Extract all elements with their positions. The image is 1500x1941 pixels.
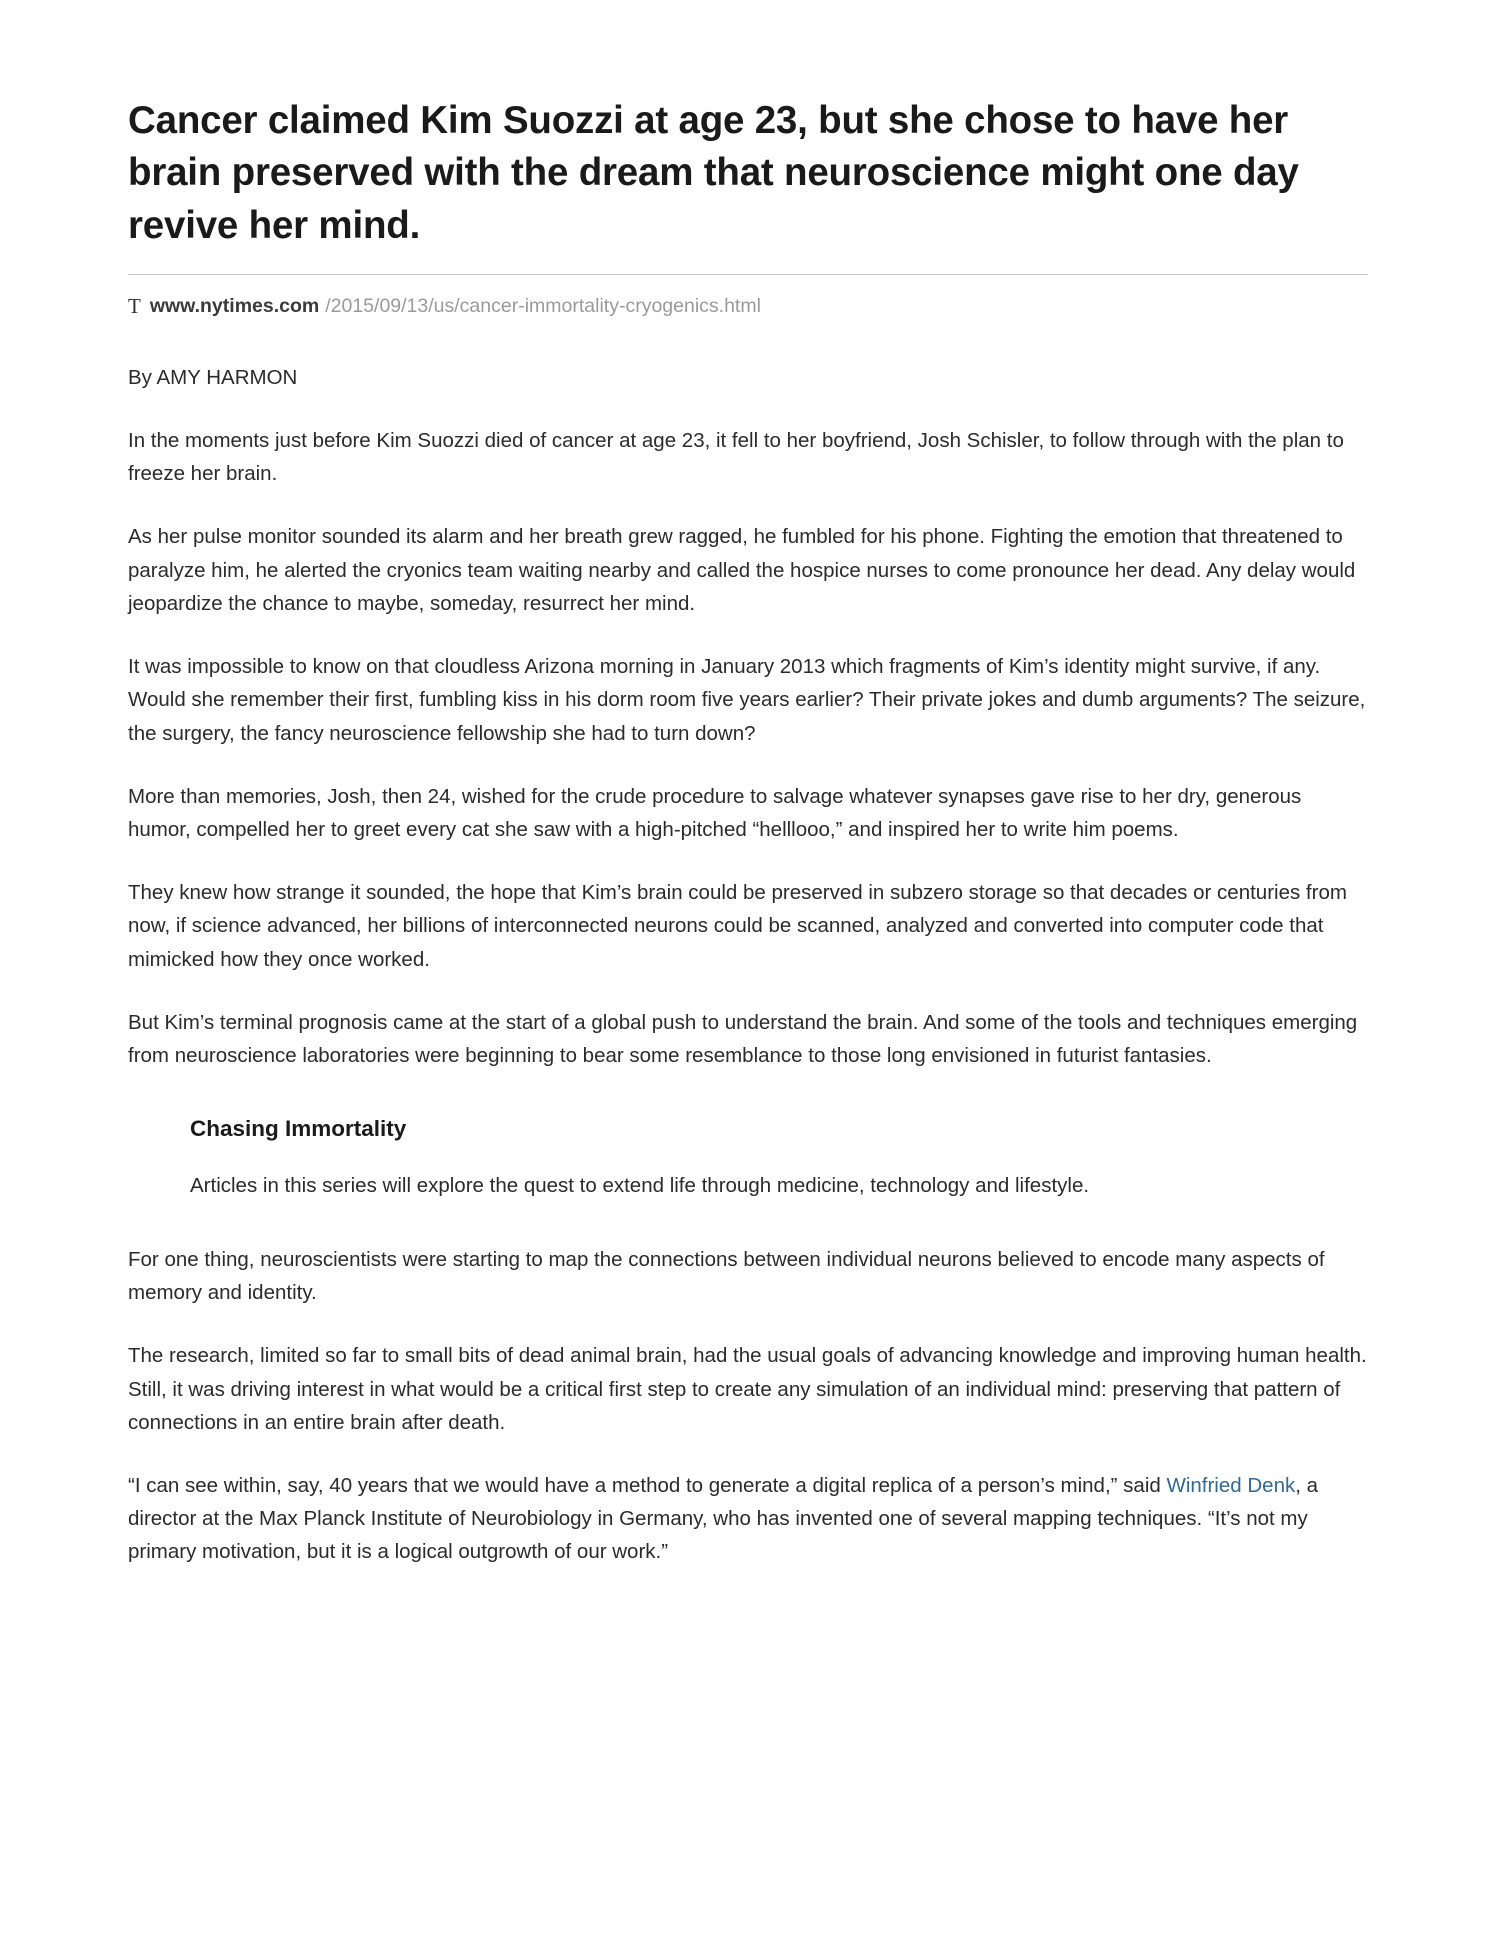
article-paragraph: They knew how strange it sounded, the hope that Kim’s brain could be preserved in subzero storage so that decades or centuries from now, if science advanced, her billions of interconnected neurons could be scanned, analyzed and converted into computer code that mimicked how they once worked. xyxy=(128,881,1347,971)
article-paragraph: For one thing, neuroscientists were starting to map the connections between individual neurons believed to encode many aspects of memory and identity. xyxy=(128,1247,1325,1305)
source-domain: www.nytimes.com xyxy=(149,295,320,318)
page-title: Cancer claimed Kim Suozzi at age 23, but she chose to have her brain preserved with the dream that neuroscience might one day revive her mind. xyxy=(128,99,1299,247)
article-paragraph-with-link xyxy=(128,1469,1368,1569)
article-paragraph: More than memories, Josh, then 24, wished for the crude procedure to salvage whatever synapses gave rise to her dry, generous humor, compelled her to greet every cat she saw with a high-pitched “helllooo,” and inspired her to write him poems. xyxy=(128,784,1302,841)
nytimes-logo-icon: T xyxy=(128,294,141,319)
series-description: Articles in this series will explore the quest to extend life through medicine, technology and lifestyle. xyxy=(190,1174,1090,1198)
source-path: /2015/09/13/us/cancer-immortality-cryogenics.html xyxy=(325,295,761,318)
article-paragraph: As her pulse monitor sounded its alarm and her breath grew ragged, he fumbled for his phone. Fighting the emotion that threatened to paralyze him, he alerted the cryonics team waiting nearby and called the hospice nurses to come pronounce her dead. Any delay would jeopardize the chance to maybe, someday, resurrect her mind. xyxy=(128,525,1356,615)
article-paragraph: But Kim’s terminal prognosis came at the start of a global push to understand the brain. And some of the tools and techniques emerging from neuroscience laboratories were beginning to bear some resemblance to those long envisioned in futurist fantasies. xyxy=(128,1010,1358,1067)
source-line xyxy=(128,293,1372,318)
winfried-denk-link[interactable]: Winfried Denk xyxy=(1166,1473,1296,1497)
series-callout xyxy=(128,1116,1290,1203)
article-paragraph: In the moments just before Kim Suozzi died of cancer at age 23, it fell to her boyfriend, Josh Schisler, to follow through with the plan to freeze her brain. xyxy=(128,429,1344,486)
quote-text-after: , a director at the Max Planck Institute of Neurobiology in Germany, who has invented one of several mapping techniques. “It’s not my primary motivation, but it is a logical outgrowth of our work.” xyxy=(128,1473,1319,1564)
article-paragraph: It was impossible to know on that cloudless Arizona morning in January 2013 which fragments of Kim’s identity might survive, if any. Would she remember their first, fumbling kiss in his dorm room five years earlier? Their private jokes and dumb arguments? The seizure, the surgery, the fancy neuroscience fellowship she had to turn down? xyxy=(128,655,1366,745)
article-paragraph: The research, limited so far to small bits of dead animal brain, had the usual goals of advancing knowledge and improving human health. Still, it was driving interest in what would be a critical first step to create any simulation of an individual mind: preserving that pattern of connections in an entire brain after death. xyxy=(128,1344,1367,1434)
series-title: Chasing Immortality xyxy=(190,1116,407,1142)
byline: By AMY HARMON xyxy=(128,366,298,390)
quote-text-before: “I can see within, say, 40 years that we would have a method to generate a digital replica of a person’s mind,” said xyxy=(128,1473,1167,1497)
header-divider xyxy=(128,274,1368,275)
